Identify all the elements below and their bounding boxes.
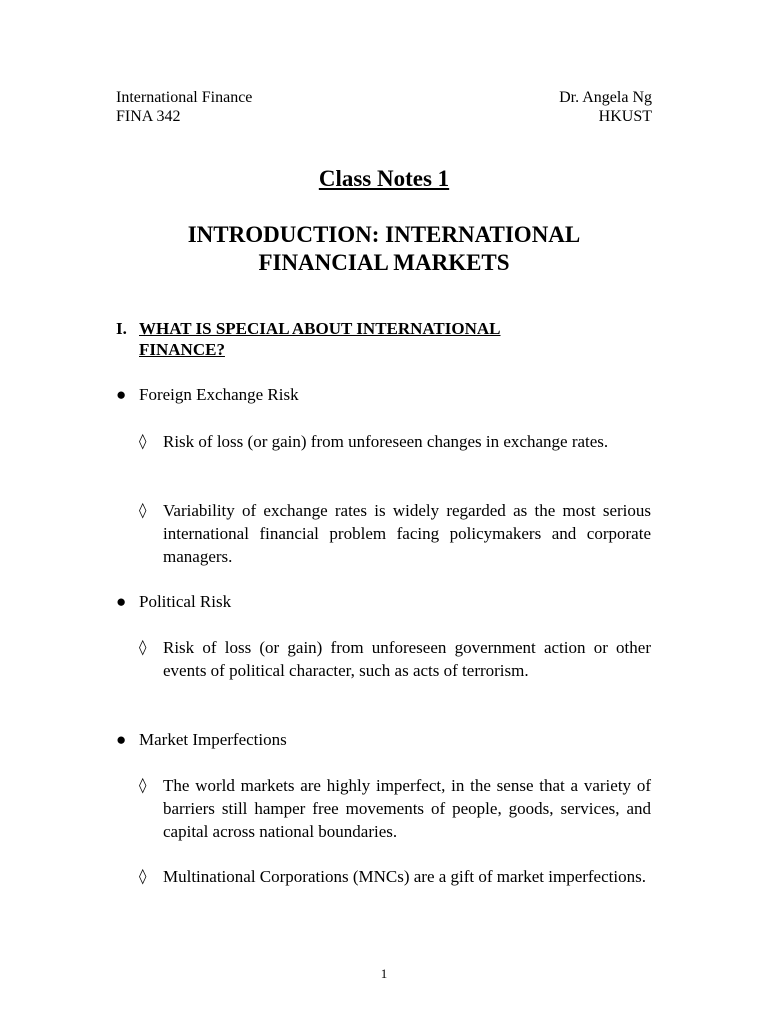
section-number: I. <box>116 319 127 338</box>
point-text: Risk of loss (or gain) from unforeseen government action or other events of political character, such as acts of terrorism. <box>163 638 651 680</box>
class-notes-title-text: Class Notes 1 <box>318 166 450 191</box>
bullet-icon: ● <box>116 592 127 611</box>
class-notes-title <box>0 165 768 193</box>
diamond-icon: ◊ <box>139 638 147 656</box>
page-title-line-1: INTRODUCTION: INTERNATIONAL <box>187 222 581 247</box>
point-text: Multinational Corporations (MNCs) are a gift of market imperfections. <box>163 867 646 886</box>
course-name: International Finance <box>116 89 253 106</box>
diamond-icon: ◊ <box>139 432 147 450</box>
section-heading-line-1: WHAT IS SPECIAL ABOUT INTERNATIONAL <box>139 319 501 338</box>
course-code: FINA 342 <box>116 108 181 125</box>
diamond-icon: ◊ <box>139 501 147 519</box>
page-number: 1 <box>380 966 388 981</box>
topic-label: Political Risk <box>139 592 232 611</box>
section-heading-line-2: FINANCE? <box>139 340 225 359</box>
bullet-icon: ● <box>116 730 127 749</box>
header-row-1 <box>116 88 652 107</box>
topic-label: Foreign Exchange Risk <box>139 385 299 404</box>
instructor-name: Dr. Angela Ng <box>559 89 652 106</box>
diamond-icon: ◊ <box>139 776 147 794</box>
diamond-icon: ◊ <box>139 867 147 885</box>
section-heading-text <box>139 318 609 360</box>
page-title <box>0 221 768 277</box>
point-text: Risk of loss (or gain) from unforeseen changes in exchange rates. <box>163 432 609 451</box>
point-text: The world markets are highly imperfect, in the sense that a variety of barriers still hamper free movements of people, goods, services, and capital across national boundaries. <box>163 776 651 841</box>
header-row-2 <box>116 107 652 126</box>
institution-name: HKUST <box>598 108 652 125</box>
page-title-line-2: FINANCIAL MARKETS <box>258 250 510 275</box>
point-text: Variability of exchange rates is widely regarded as the most serious international financial problem facing policymakers and corporate managers. <box>163 501 651 566</box>
bullet-icon: ● <box>116 385 127 404</box>
topic-label: Market Imperfections <box>139 730 287 749</box>
